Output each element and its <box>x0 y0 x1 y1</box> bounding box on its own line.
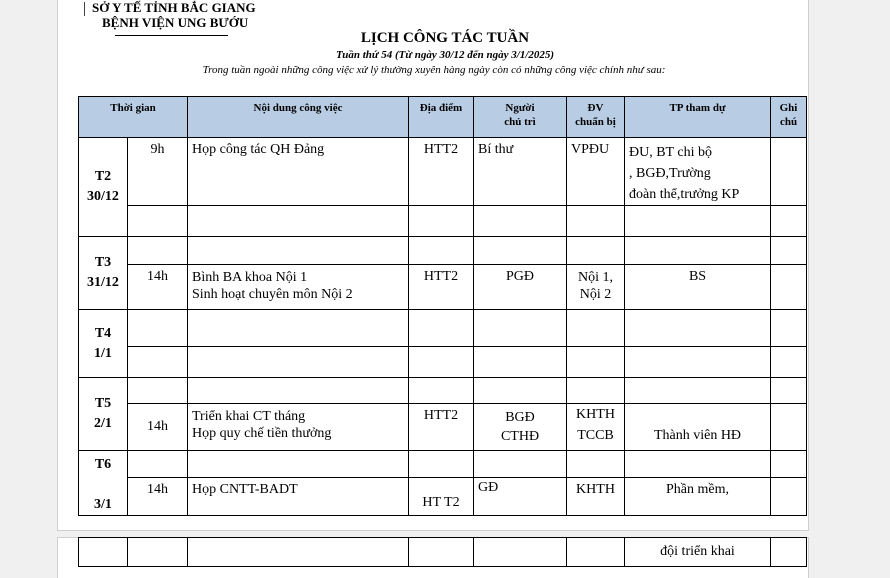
day-label: T5 <box>94 396 112 411</box>
hour-cell: 9h <box>128 138 188 206</box>
table-row <box>79 451 807 478</box>
col-chair-line2: chủ trì <box>504 116 536 128</box>
table-row <box>79 347 807 378</box>
schedule-table-continued <box>78 537 807 567</box>
table-row <box>79 378 807 404</box>
prep-line: KHTH <box>576 407 615 422</box>
day-cell-t6 <box>79 451 128 516</box>
chair-line: BGĐ <box>505 410 535 425</box>
chair-cell: GĐ <box>474 478 567 516</box>
hour-cell: 14h <box>128 478 188 516</box>
day-cell-t2 <box>79 138 128 237</box>
col-note <box>771 97 807 138</box>
content-cell: Họp công tác QH Đảng <box>188 138 409 206</box>
content-line: Triển khai CT tháng <box>192 409 306 424</box>
col-prep-line2: chuẩn bị <box>575 116 616 128</box>
note-cell <box>771 138 807 206</box>
day-cell-t5 <box>79 378 128 451</box>
table-row <box>79 538 807 567</box>
col-note-line2: chú <box>779 116 798 128</box>
col-content: Nội dung công việc <box>188 97 409 138</box>
chair-cell: Bí thư <box>474 138 567 206</box>
content-cell <box>188 404 409 451</box>
attend-line: ĐU, BT chi bộ <box>629 145 712 160</box>
table-row <box>79 237 807 265</box>
chair-cell <box>474 404 567 451</box>
col-chair <box>474 97 567 138</box>
document-title: LỊCH CÔNG TÁC TUẦN <box>360 30 530 46</box>
col-note-line1: Ghi <box>779 102 798 114</box>
day-cell-t3 <box>79 237 128 310</box>
content-line: Bình BA khoa Nội 1 <box>192 270 308 285</box>
document-subtitle: Tuần thứ 54 (Từ ngày 30/12 đến ngày 3/1/2025) <box>335 49 555 61</box>
note-cell <box>771 478 807 516</box>
day-date: 1/1 <box>94 345 112 361</box>
org-name-line1: SỞ Y TẾ TỈNH BẮC GIANG <box>92 0 256 15</box>
header-row <box>79 97 807 138</box>
prep-cell <box>567 265 625 310</box>
table-row <box>79 478 807 516</box>
content-line: Họp quy chế tiền thưởng <box>192 426 332 441</box>
day-date: 2/1 <box>94 416 112 431</box>
org-name-line2: BỆNH VIỆN UNG BƯỚU <box>102 15 249 30</box>
prep-cell: VPĐU <box>567 138 625 206</box>
col-time: Thời gian <box>79 97 188 138</box>
prep-line: Nội 2 <box>579 287 612 302</box>
attend-line: , BGĐ,Trường <box>629 166 711 181</box>
schedule-table <box>78 96 807 516</box>
col-prep-line1: ĐV <box>587 102 604 114</box>
content-cell: Họp CNTT-BADT <box>188 478 409 516</box>
place-cell: HTT2 <box>409 138 474 206</box>
note-cell <box>771 404 807 451</box>
day-date: 31/12 <box>87 275 119 290</box>
attend-cell: đội triển khai <box>625 538 771 567</box>
table-row <box>79 206 807 237</box>
table-row <box>79 310 807 347</box>
hour-cell: 14h <box>128 265 188 310</box>
table-row <box>79 404 807 451</box>
hour-cell: 14h <box>128 404 188 451</box>
col-place: Địa điểm <box>409 97 474 138</box>
col-prep <box>567 97 625 138</box>
attend-line: đoàn thể,trưởng KP <box>629 187 740 202</box>
content-line: Sinh hoạt chuyên môn Nội 2 <box>192 287 353 302</box>
prep-cell <box>567 404 625 451</box>
table-row <box>79 138 807 206</box>
prep-line: TCCB <box>577 428 614 443</box>
content-cell <box>188 265 409 310</box>
table-row <box>79 265 807 310</box>
col-attend: TP tham dự <box>625 97 771 138</box>
day-date: 30/12 <box>87 189 119 204</box>
attend-cell: Phần mềm, <box>625 478 771 516</box>
place-cell: HTT2 <box>409 404 474 451</box>
day-label: T2 <box>94 169 112 184</box>
day-label: T6 <box>94 457 112 472</box>
chair-line: CTHĐ <box>500 429 540 444</box>
day-date: 3/1 <box>94 497 112 512</box>
day-label: T4 <box>94 325 112 341</box>
attend-cell: BS <box>625 265 771 310</box>
document-intro: Trong tuần ngoài những công việc xử lý thường xuyên hàng ngày còn có những công việc chính như sau: <box>202 64 666 76</box>
prep-cell: KHTH <box>567 478 625 516</box>
day-label: T3 <box>94 255 112 270</box>
attend-cell <box>625 138 771 206</box>
col-chair-line1: Người <box>505 102 535 114</box>
attend-cell: Thành viên HĐ <box>625 404 771 451</box>
prep-line: Nội 1, <box>578 270 613 285</box>
place-cell: HT T2 <box>409 478 474 516</box>
day-cell-t4 <box>79 310 128 378</box>
text-cursor <box>84 2 85 16</box>
place-cell: HTT2 <box>409 265 474 310</box>
chair-cell: PGĐ <box>474 265 567 310</box>
note-cell <box>771 265 807 310</box>
